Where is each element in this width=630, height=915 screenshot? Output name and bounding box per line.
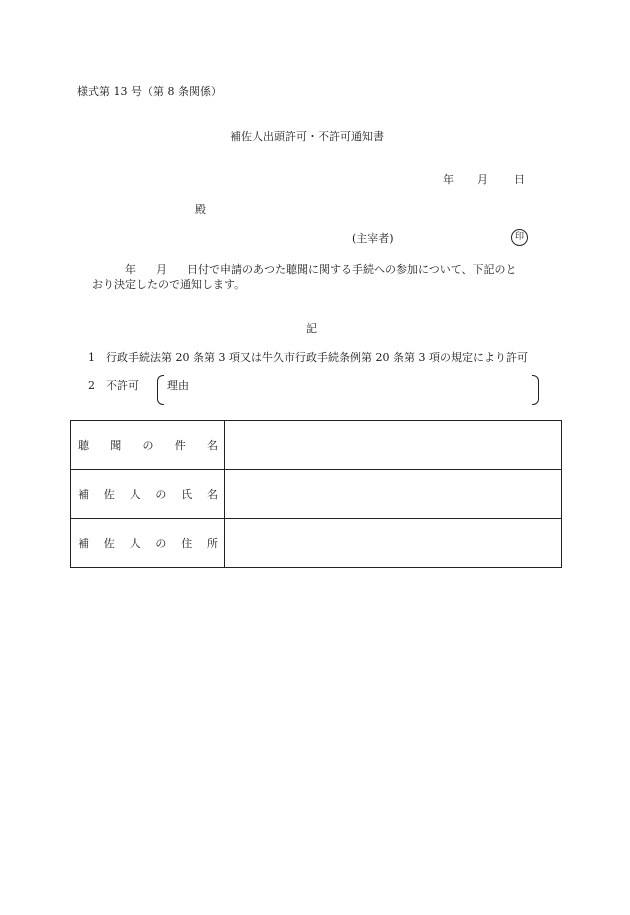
body-line-2: おり決定したので通知します。 xyxy=(92,278,246,291)
item-2-number: 2 xyxy=(88,379,95,392)
addressee-suffix: 殿 xyxy=(195,203,206,216)
hearing-name-label: 聴 聞 の 件 名 xyxy=(71,421,225,470)
reason-bracket-right xyxy=(532,375,539,405)
item-2-text: 不許可 xyxy=(106,379,139,392)
item-1-text: 行政手続法第 20 条第 3 項又は牛久市行政手続条例第 20 条第 3 項の規定により許可 xyxy=(106,351,528,364)
seal-icon: 印 xyxy=(511,229,528,246)
assistant-address-value[interactable] xyxy=(225,519,562,568)
hearing-name-value[interactable] xyxy=(225,421,562,470)
reason-bracket-left xyxy=(157,375,164,405)
date-line xyxy=(443,171,525,187)
table-row xyxy=(71,421,562,470)
info-table xyxy=(70,420,562,568)
body-line-1 xyxy=(125,261,517,277)
body-year: 年 xyxy=(125,263,136,276)
table-row xyxy=(71,470,562,519)
assistant-name-value[interactable] xyxy=(225,470,562,519)
assistant-address-label: 補 佐 人 の 住 所 xyxy=(71,519,225,568)
body-month: 月 xyxy=(156,263,167,276)
item-1 xyxy=(88,349,528,365)
table-row xyxy=(71,519,562,568)
date-month: 月 xyxy=(477,173,488,186)
date-day: 日 xyxy=(514,173,525,186)
document-title: 補佐人出頭許可・不許可通知書 xyxy=(230,130,384,143)
item-1-number: 1 xyxy=(88,351,95,364)
date-year: 年 xyxy=(443,173,454,186)
sender-role: (主宰者) xyxy=(352,232,394,245)
item-2 xyxy=(88,377,139,393)
body-line-1-text: 日付で申請のあつた聴聞に関する手続への参加について、下記のと xyxy=(187,263,517,276)
assistant-name-label: 補 佐 人 の 氏 名 xyxy=(71,470,225,519)
reason-label: 理由 xyxy=(167,379,189,392)
form-number: 様式第 13 号（第 8 条関係） xyxy=(77,85,222,98)
ki-heading: 記 xyxy=(306,322,317,335)
